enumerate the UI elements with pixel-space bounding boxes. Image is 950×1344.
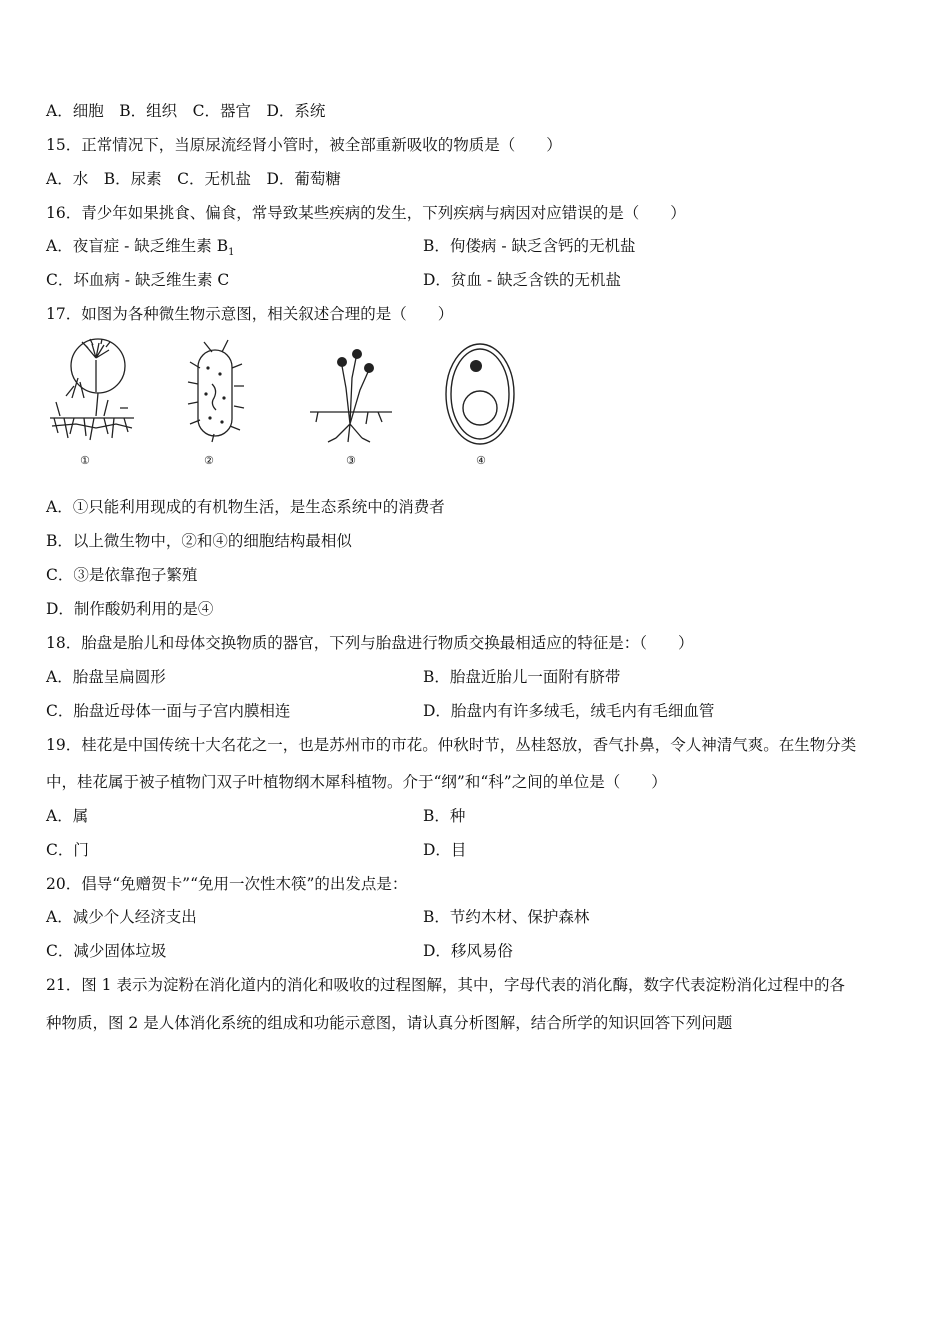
q20-option-b: B．节约木材、保护森林	[423, 908, 590, 926]
q17-figure	[46, 338, 536, 470]
q17-option-d: D．制作酸奶利用的是④	[46, 600, 214, 618]
bacterium-illustration	[182, 338, 252, 446]
q19-row2	[46, 838, 467, 862]
q19-stem-line2: 中，桂花属于被子植物门双子叶植物纲木犀科植物。介于“纲”和“科”之间的单位是（ ）	[46, 773, 667, 791]
q20-row2	[46, 939, 513, 963]
q16-option-c: C．坏血病 - 缺乏维生素 C	[46, 271, 230, 289]
figure-label-1: ①	[80, 454, 90, 467]
q20-option-c: C．减少固体垃圾	[46, 942, 167, 960]
q17-option-a: A．①只能利用现成的有机物生活，是生态系统中的消费者	[46, 498, 445, 516]
rhizopus-illustration	[306, 338, 396, 446]
q20-row1	[46, 905, 590, 929]
q18-option-b: B．胎盘近胎儿一面附有脐带	[423, 668, 621, 686]
q19-option-b: B．种	[423, 807, 466, 825]
figure-label-4: ④	[476, 454, 486, 467]
q18-row1	[46, 665, 621, 689]
q16-option-b: B．佝偻病 - 缺乏含钙的无机盐	[423, 237, 636, 255]
q16-option-a: A．夜盲症 - 缺乏维生素 $B_1$	[46, 237, 235, 259]
q17-option-c: C．③是依靠孢子繁殖	[46, 566, 198, 584]
figure-label-3: ③	[346, 454, 356, 467]
q18-option-a: A．胎盘呈扁圆形	[46, 668, 166, 686]
q18-option-d: D．胎盘内有许多绒毛，绒毛内有毛细血管	[423, 702, 715, 720]
q20-stem: 20．倡导“免赠贺卡”“免用一次性木筷”的出发点是：	[46, 875, 408, 893]
q14-options: A．细胞 B．组织 C．器官 D．系统	[46, 102, 326, 120]
q17-option-b: B．以上微生物中，②和④的细胞结构最相似	[46, 532, 352, 550]
q21-stem-line1: 21．图 1 表示为淀粉在消化道内的消化和吸收的过程图解，其中，字母代表的消化酶，数字代表淀粉消化过程中的各	[46, 976, 845, 994]
q19-option-d: D．目	[423, 841, 467, 859]
q16-option-d: D．贫血 - 缺乏含铁的无机盐	[423, 271, 622, 289]
yeast-illustration	[442, 338, 522, 446]
q21-stem-line2: 种物质，图 2 是人体消化系统的组成和功能示意图，请认真分析图解，结合所学的知识回答下列问题	[46, 1014, 733, 1032]
q16-row1	[46, 234, 636, 259]
q18-row2	[46, 699, 715, 723]
penicillium-illustration	[46, 338, 136, 446]
figure-label-2: ②	[204, 454, 214, 467]
q19-row1	[46, 804, 466, 828]
q15-stem: 15．正常情况下，当原尿流经肾小管时，被全部重新吸收的物质是（ ）	[46, 136, 562, 154]
q20-option-a: A．减少个人经济支出	[46, 908, 197, 926]
q19-option-c: C．门	[46, 841, 89, 859]
q15-options: A．水 B．尿素 C．无机盐 D．葡萄糖	[46, 170, 341, 188]
q17-stem: 17．如图为各种微生物示意图，相关叙述合理的是（ ）	[46, 305, 454, 323]
q19-stem-line1: 19．桂花是中国传统十大名花之一，也是苏州市的市花。仲秋时节，丛桂怒放，香气扑鼻，令人神清气爽。在生物分类	[46, 736, 857, 754]
q20-option-d: D．移风易俗	[423, 942, 513, 960]
q18-option-c: C．胎盘近母体一面与子宫内膜相连	[46, 702, 291, 720]
q16-row2	[46, 268, 622, 292]
q19-option-a: A．属	[46, 807, 89, 825]
q18-stem: 18．胎盘是胎儿和母体交换物质的器官，下列与胎盘进行物质交换最相适应的特征是：（ ）	[46, 634, 694, 652]
q16-stem: 16．青少年如果挑食、偏食，常导致某些疾病的发生，下列疾病与病因对应错误的是（ ）	[46, 204, 686, 222]
